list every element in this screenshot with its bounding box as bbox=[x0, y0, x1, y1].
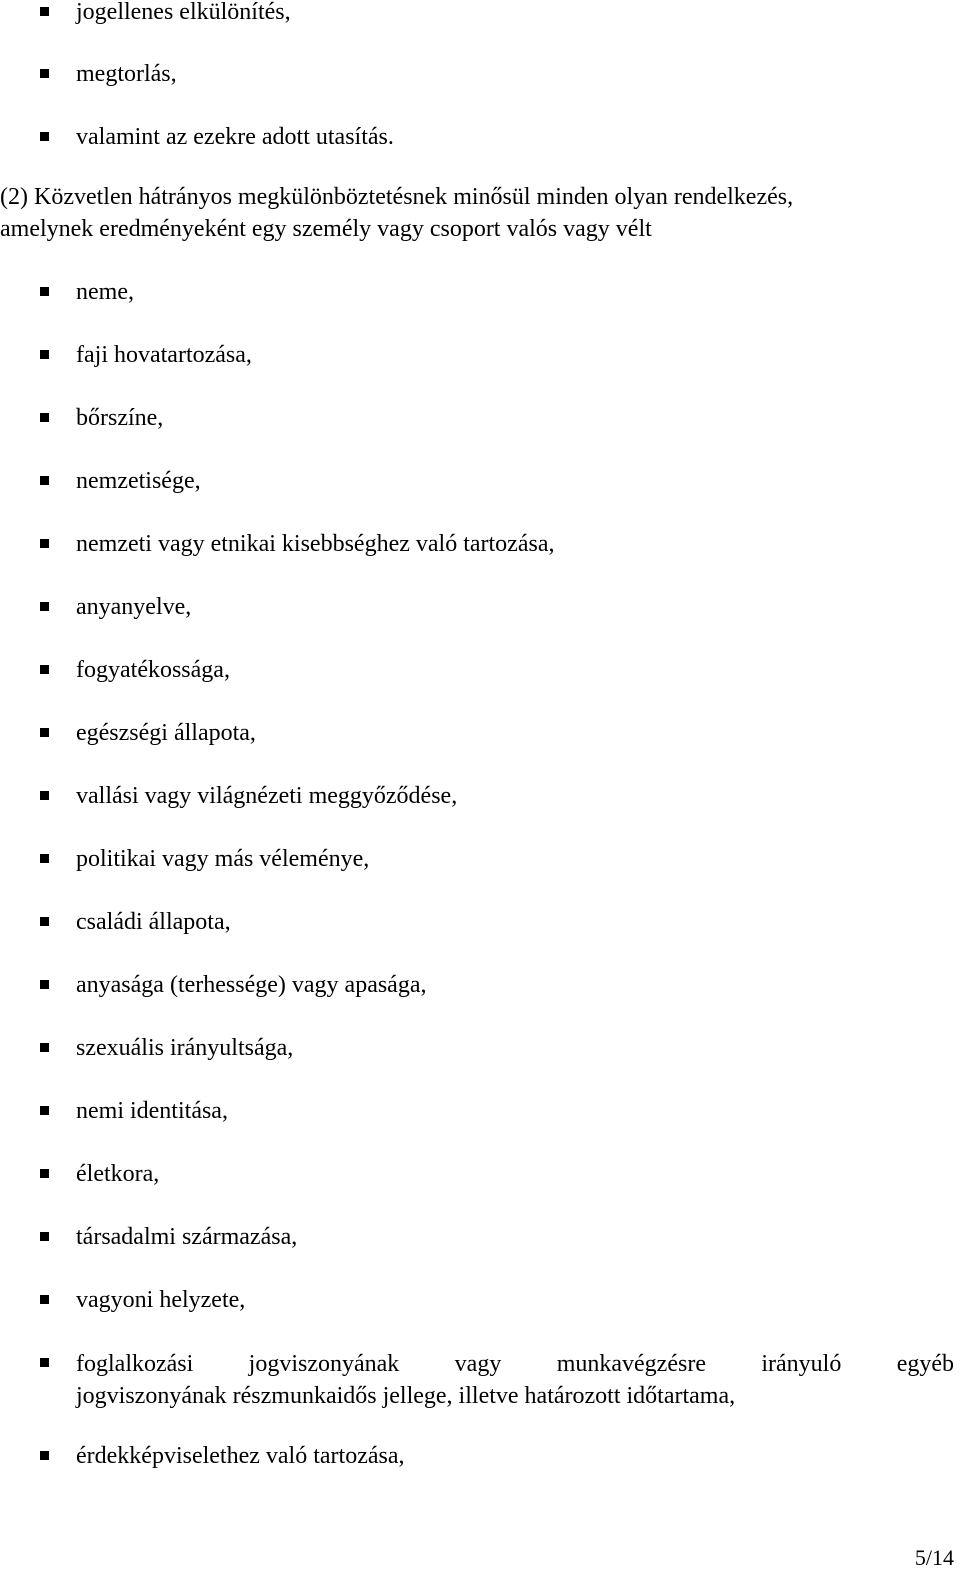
square-bullet-icon bbox=[40, 602, 49, 611]
square-bullet-icon bbox=[40, 1451, 49, 1460]
square-bullet-icon bbox=[40, 917, 49, 926]
square-bullet-icon bbox=[40, 287, 49, 296]
square-bullet-icon bbox=[40, 350, 49, 359]
square-bullet-icon bbox=[40, 791, 49, 800]
square-bullet-icon bbox=[40, 7, 49, 16]
square-bullet-icon bbox=[40, 1169, 49, 1178]
list-item-text: egészségi állapota, bbox=[76, 720, 256, 746]
list-item-text: nemzetisége, bbox=[76, 468, 201, 494]
paragraph-line: (2) Közvetlen hátrányos megkülönböztetésnek minősül minden olyan rendelkezés, bbox=[0, 184, 794, 210]
list-item-text: érdekképviselethez való tartozása, bbox=[76, 1443, 405, 1469]
square-bullet-icon bbox=[40, 413, 49, 422]
list-item-text: társadalmi származása, bbox=[76, 1224, 298, 1250]
square-bullet-icon bbox=[40, 1232, 49, 1241]
list-item-text: anyasága (terhessége) vagy apasága, bbox=[76, 972, 427, 998]
list-item-text: nemzeti vagy etnikai kisebbséghez való tartozása, bbox=[76, 531, 555, 557]
list-item-text: valamint az ezekre adott utasítás. bbox=[76, 124, 394, 150]
square-bullet-icon bbox=[40, 69, 49, 78]
list-item-text: politikai vagy más véleménye, bbox=[76, 846, 370, 872]
list-item-text: szexuális irányultsága, bbox=[76, 1035, 294, 1061]
list-item-text-multiline bbox=[76, 1348, 954, 1412]
list-item-text: családi állapota, bbox=[76, 909, 231, 935]
square-bullet-icon bbox=[40, 539, 49, 548]
square-bullet-icon bbox=[40, 476, 49, 485]
list-item-text: anyanyelve, bbox=[76, 594, 192, 620]
list-item-text: megtorlás, bbox=[76, 61, 177, 87]
square-bullet-icon bbox=[40, 854, 49, 863]
list-item-text: bőrszíne, bbox=[76, 405, 164, 431]
square-bullet-icon bbox=[40, 980, 49, 989]
list-item-text: jogellenes elkülönítés, bbox=[76, 0, 291, 25]
square-bullet-icon bbox=[40, 1106, 49, 1115]
list-item-text: nemi identitása, bbox=[76, 1098, 228, 1124]
square-bullet-icon bbox=[40, 1043, 49, 1052]
list-item-line: foglalkozási jogviszonyának vagy munkavégzésre irányuló egyéb bbox=[76, 1351, 954, 1377]
paragraph-line: amelynek eredményeként egy személy vagy csoport valós vagy vélt bbox=[0, 216, 652, 242]
list-item-text: életkora, bbox=[76, 1161, 160, 1187]
list-item-text: fogyatékossága, bbox=[76, 657, 230, 683]
list-item-text: faji hovatartozása, bbox=[76, 342, 252, 368]
page-number: 5/14 bbox=[914, 1545, 954, 1570]
list-item-line: jogviszonyának részmunkaidős jellege, illetve határozott időtartama, bbox=[76, 1383, 736, 1409]
list-item-text: vagyoni helyzete, bbox=[76, 1287, 246, 1313]
square-bullet-icon bbox=[40, 665, 49, 674]
square-bullet-icon bbox=[40, 1358, 49, 1367]
square-bullet-icon bbox=[40, 1295, 49, 1304]
paragraph-2 bbox=[0, 181, 956, 245]
square-bullet-icon bbox=[40, 728, 49, 737]
list-item-text: vallási vagy világnézeti meggyőződése, bbox=[76, 783, 458, 809]
square-bullet-icon bbox=[40, 132, 49, 141]
list-item-text: neme, bbox=[76, 279, 134, 305]
